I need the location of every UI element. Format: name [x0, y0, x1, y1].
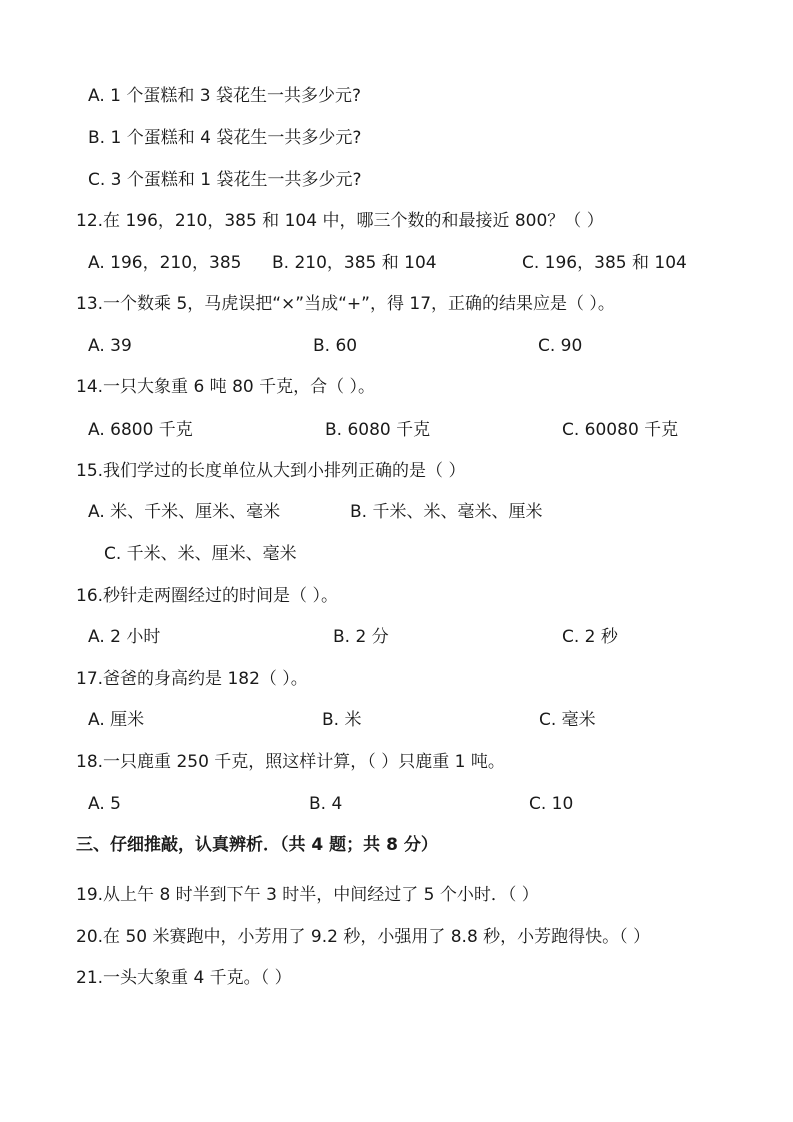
q14-option-a: A. 6800 千克: [88, 420, 193, 440]
q15-option-c: C. 千米、米、厘米、毫米: [104, 544, 297, 564]
q14-option-b: B. 6080 千克: [325, 420, 431, 440]
q11-option-c: C. 3 个蛋糕和 1 袋花生一共多少元?: [88, 170, 362, 190]
q18-stem: 18.一只鹿重 250 千克，照这样计算，（ ）只鹿重 1 吨。: [76, 752, 505, 772]
q21-stem: 21.一头大象重 4 千克。（ ）: [76, 968, 292, 988]
q17-option-a: A. 厘米: [88, 710, 145, 730]
q11-option-a: A. 1 个蛋糕和 3 袋花生一共多少元?: [88, 86, 362, 106]
q15-option-a: A. 米、千米、厘米、毫米: [88, 502, 281, 522]
q16-option-a: A. 2 小时: [88, 627, 161, 647]
q18-option-c: C. 10: [529, 794, 574, 814]
q16-stem: 16.秒针走两圈经过的时间是（ ）。: [76, 586, 338, 606]
q19-stem: 19.从上午 8 时半到下午 3 时半，中间经过了 5 个小时．（ ）: [76, 885, 539, 905]
q15-stem: 15.我们学过的长度单位从大到小排列正确的是（ ）: [76, 461, 466, 481]
q12-option-a: A. 196，210，385: [88, 253, 242, 273]
q12-option-b: B. 210，385 和 104: [272, 253, 437, 273]
q17-option-c: C. 毫米: [539, 710, 596, 730]
q13-stem: 13.一个数乘 5，马虎误把“×”当成“+”，得 17，正确的结果应是（ ）。: [76, 294, 615, 314]
q13-option-a: A. 39: [88, 336, 132, 356]
q13-option-b: B. 60: [313, 336, 358, 356]
q12-option-c: C. 196，385 和 104: [522, 253, 687, 273]
q13-option-c: C. 90: [538, 336, 583, 356]
q18-option-b: B. 4: [309, 794, 343, 814]
q14-stem: 14.一只大象重 6 吨 80 千克，合（ ）。: [76, 377, 376, 397]
q17-option-b: B. 米: [322, 710, 362, 730]
q16-option-b: B. 2 分: [333, 627, 389, 647]
q20-stem: 20.在 50 米赛跑中，小芳用了 9.2 秒，小强用了 8.8 秒，小芳跑得快。（ ）: [76, 927, 651, 947]
q11-option-b: B. 1 个蛋糕和 4 袋花生一共多少元?: [88, 128, 362, 148]
section-heading: 三、仔细推敲，认真辨析．（共 4 题；共 8 分）: [76, 835, 438, 855]
q15-option-b: B. 千米、米、毫米、厘米: [350, 502, 543, 522]
q16-option-c: C. 2 秒: [562, 627, 618, 647]
q14-option-c: C. 60080 千克: [562, 420, 679, 440]
q17-stem: 17.爸爸的身高约是 182（ ）。: [76, 669, 308, 689]
q18-option-a: A. 5: [88, 794, 121, 814]
q12-stem: 12.在 196，210，385 和 104 中，哪三个数的和最接近 800？（ ）: [76, 211, 604, 231]
